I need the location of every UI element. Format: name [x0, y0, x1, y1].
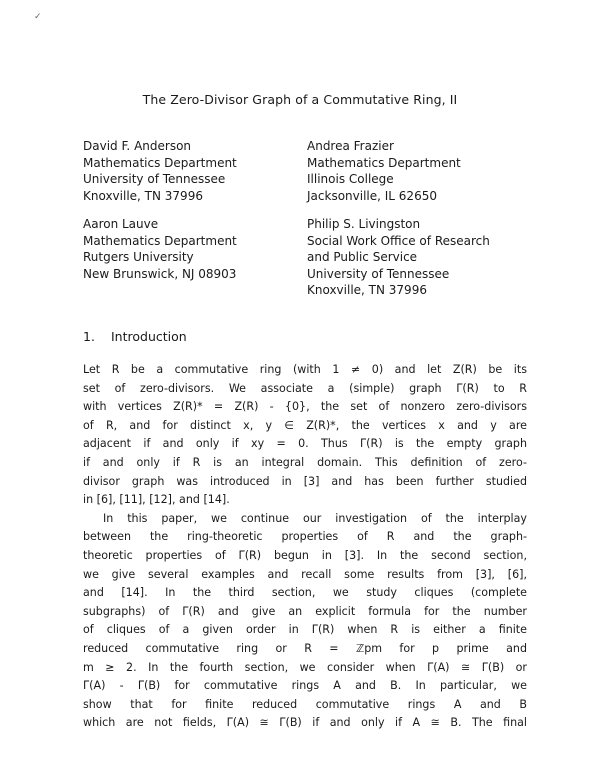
text-line: which are not fields, Γ(A) ≅ Γ(B) if and only if A ≅ B. The final [83, 716, 527, 730]
text-line: adjacent if and only if xy = 0. Thus Γ(R) is the empty graph [83, 437, 527, 451]
text-line: of cliques of a given order in Γ(R) when R is either a finite [83, 623, 527, 637]
text-line: m ≥ 2. In the fourth section, we consider when Γ(A) ≅ Γ(B) or [83, 660, 527, 674]
author-affiliation-line: Knoxville, TN 37996 [307, 283, 427, 297]
author-block [83, 216, 237, 282]
author-affiliation-line: University of Tennessee [307, 266, 450, 281]
section-title: Introduction [111, 329, 187, 344]
author-affiliation-line: Jacksonville, IL 62650 [307, 188, 437, 203]
body-text [83, 361, 527, 733]
text-line: set of zero-divisors. We associate a (simple) graph Γ(R) to R [83, 381, 527, 395]
text-line: show that for finite reduced commutative rings A and B [83, 697, 527, 711]
author-affiliation-line: Mathematics Department [307, 155, 461, 170]
text-line: in [6], [11], [12], and [14]. [83, 493, 230, 507]
text-line: between the ring-theoretic properties of R and the graph- [83, 530, 527, 544]
text-line: reduced commutative ring or R = ℤpm for p prime and [83, 641, 527, 655]
author-affiliation-line: Mathematics Department [83, 155, 237, 170]
author-affiliation-line: University of Tennessee [83, 172, 226, 186]
author-affiliation-line: Illinois College [307, 172, 394, 186]
author-affiliation-line: Knoxville, TN 37996 [83, 188, 203, 203]
author-block [307, 216, 490, 299]
text-line: theoretic properties of Γ(R) begun in [3]. In the second section, [83, 548, 527, 562]
author-block [307, 138, 461, 204]
author-affiliation-line: Rutgers University [83, 250, 194, 264]
text-line: Let R be a commutative ring (with 1 ≠ 0) and let Z(R) be its [83, 363, 527, 376]
author-affiliation-line: Mathematics Department [83, 233, 237, 248]
author-block [83, 138, 237, 204]
text-line: with vertices Z(R)* = Z(R) - {0}, the set of nonzero zero-divisors [83, 400, 527, 414]
section-heading [83, 329, 187, 344]
paper-title: The Zero-Divisor Graph of a Commutative Ring, II [142, 92, 458, 107]
author-affiliation-line: New Brunswick, NJ 08903 [83, 266, 237, 281]
text-line: Γ(A) - Γ(B) for commutative rings A and B. In particular, we [83, 679, 527, 693]
author-affiliation-line: Social Work Office of Research [307, 233, 490, 248]
text-line: divisor graph was introduced in [3] and has been further studied [83, 474, 527, 488]
text-line: and [14]. In the third section, we study cliques (complete [83, 586, 527, 600]
corner-mark: ✓ [34, 12, 42, 22]
text-line: subgraphs) of Γ(R) and give an explicit formula for the number [83, 604, 527, 618]
author-name: Aaron Lauve [83, 217, 159, 231]
text-line: if and only if R is an integral domain. This definition of zero- [83, 455, 527, 469]
text-line: In this paper, we continue our investigation of the interplay [103, 511, 527, 525]
author-name: David F. Anderson [83, 139, 192, 153]
author-name: Philip S. Livingston [307, 217, 421, 231]
section-number: 1. [83, 329, 95, 344]
text-line: of R, and for distinct x, y ∈ Z(R)*, the vertices x and y are [83, 418, 527, 432]
author-affiliation-line: and Public Service [307, 250, 418, 264]
text-line: we give several examples and recall some results from [3], [6], [83, 567, 527, 581]
author-name: Andrea Frazier [307, 139, 394, 153]
